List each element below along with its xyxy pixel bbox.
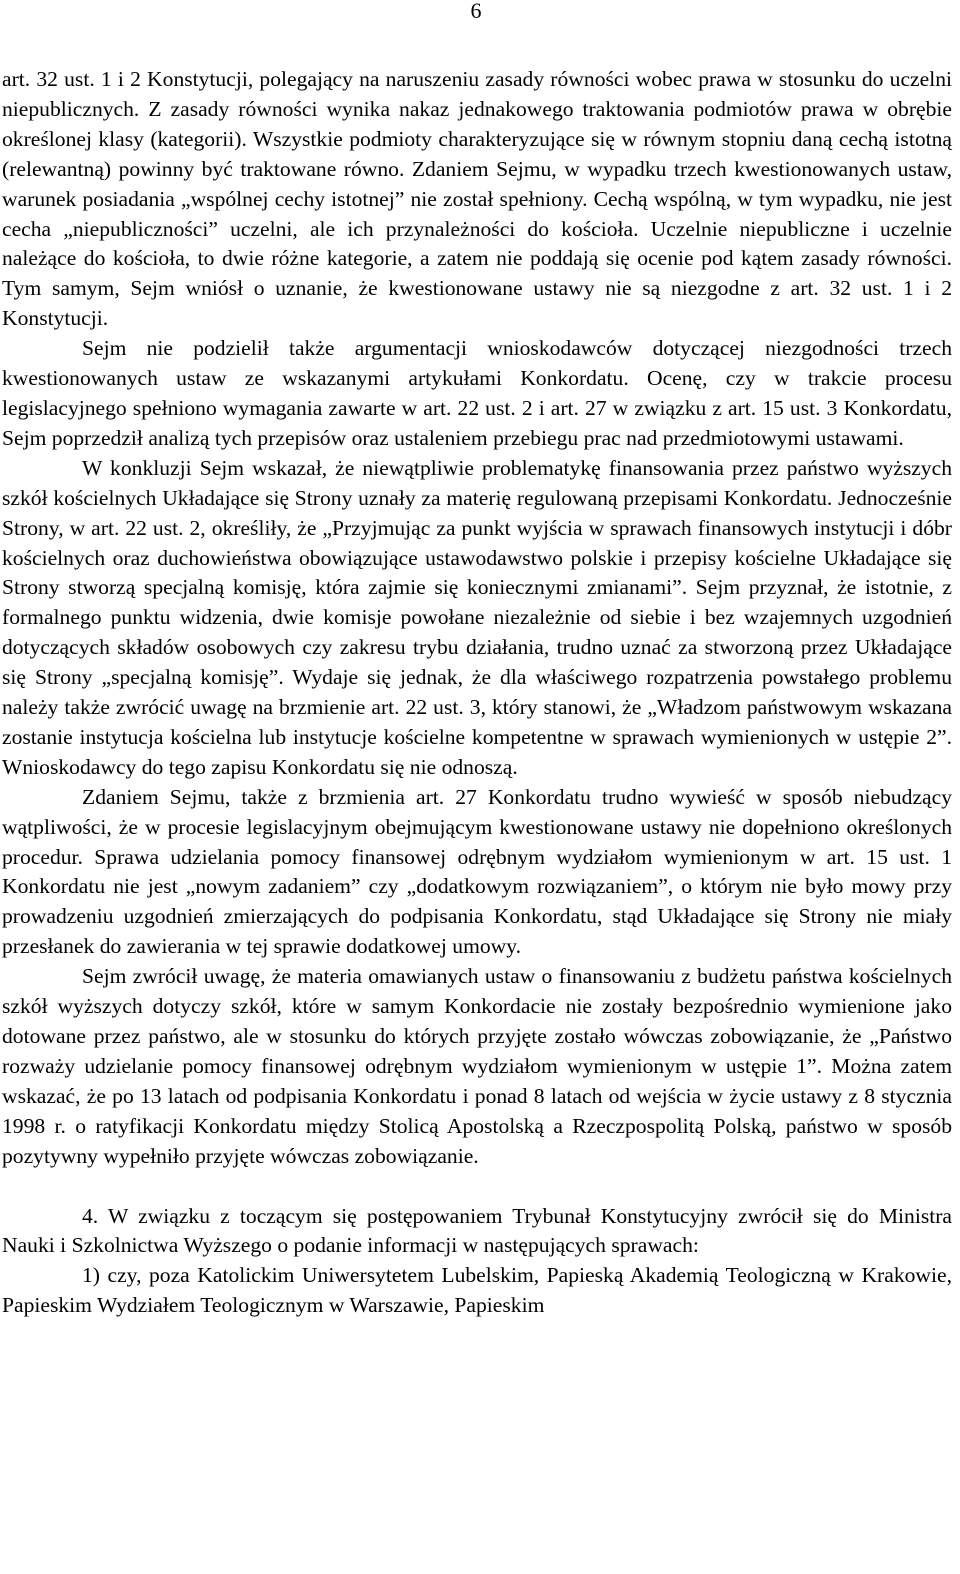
paragraph-3: W konkluzji Sejm wskazał, że niewątpliwie problematykę finansowania przez państwo wyższych szkół kościelnych Układające się Strony uznały za materię regulowaną przepisami Konkordatu. Jednocześnie Strony, w art. 22 ust. 2, określiły, że „Przyjmując za punkt wyjścia w sprawach finansowych instytucji i dóbr kościelnych oraz duchowieństwa obowiązujące ustawodawstwo polskie i przepisy kościelne Układające się Strony stworzą specjalną komisję, która zajmie się koniecznymi zmianami”. Sejm przyznał, że istotnie, z formalnego punktu widzenia, dwie komisje powołane niezależnie od siebie i bez wzajemnych uzgodnień dotyczących składów osobowych czy zakresu trybu działania, trudno uznać za stworzoną przez Układające się Strony „specjalną komisję”. Wydaje się jednak, że dla właściwego rozpatrzenia powstałego problemu należy także zwrócić uwagę na brzmienie art. 22 ust. 3, który stanowi, że „Władzom państwowym wskazana zostanie instytucja kościelna lub instytucje kościelne kompetentne w sprawach wymienionych w ustępie 2”. Wnioskodawcy do tego zapisu Konkordatu się nie odnoszą.: [2, 455, 952, 779]
paragraph-7: 1) czy, poza Katolickim Uniwersytetem Lubelskim, Papieską Akademią Teologiczną w Krakowie, Papieskim Wydziałem Teologicznym w Warszawie, Papieskim: [2, 1263, 952, 1318]
document-body: [2, 65, 952, 1321]
paragraph-6: 4. W związku z toczącym się postępowaniem Trybunał Konstytucyjny zwrócił się do Ministra Nauki i Szkolnictwa Wyższego o podanie informacji w następujących sprawach:: [2, 1203, 952, 1258]
paragraph-4: Zdaniem Sejmu, także z brzmienia art. 27 Konkordatu trudno wywieść w sposób niebudzący wątpliwości, że w procesie legislacyjnym obejmującym kwestionowane ustawy nie dopełniono określonych procedur. Sprawa udzielania pomocy finansowej odrębnym wydziałom wymienionym w art. 15 ust. 1 Konkordatu nie jest „nowym zadaniem” czy „dodatkowym rozwiązaniem”, o którym nie było mowy przy prowadzeniu uzgodnień zmierzających do podpisania Konkordatu, stąd Układające się Strony nie miały przesłanek do zawierania w tej sprawie dodatkowej umowy.: [2, 784, 952, 959]
page-number: 6: [470, 0, 482, 23]
paragraph-5: Sejm zwrócił uwagę, że materia omawianych ustaw o finansowaniu z budżetu państwa kościelnych szkół wyższych dotyczy szkół, które w samym Konkordacie nie zostały bezpośrednio wymienione jako dotowane przez państwo, ale w stosunku do których przyjęte zostało wówczas zobowiązanie, że „Państwo rozważy udzielanie pomocy finansowej odrębnym wydziałom wymienionym w ustępie 1”. Można zatem wskazać, że po 13 latach od podpisania Konkordatu i ponad 8 latach od wejścia w życie ustawy z 8 stycznia 1998 r. o ratyfikacji Konkordatu między Stolicą Apostolską a Rzeczpospolitą Polską, państwo w sposób pozytywny wypełniło przyjęte wówczas zobowiązanie.: [2, 964, 952, 1168]
paragraph-2: Sejm nie podzielił także argumentacji wnioskodawców dotyczącej niezgodności trzech kwestionowanych ustaw ze wskazanymi artykułami Konkordatu. Ocenę, czy w trakcie procesu legislacyjnego spełniono wymagania zawarte w art. 22 ust. 2 i art. 27 w związku z art. 15 ust. 3 Konkordatu, Sejm poprzedził analizą tych przepisów oraz ustaleniem przebiegu prac nad przedmiotowymi ustawami.: [2, 336, 952, 450]
paragraph-1: art. 32 ust. 1 i 2 Konstytucji, polegający na naruszeniu zasady równości wobec prawa w stosunku do uczelni niepublicznych. Z zasady równości wynika nakaz jednakowego traktowania podmiotów prawa w obrębie określonej klasy (kategorii). Wszystkie podmioty charakteryzujące się w równym stopniu daną cechą istotną (relewantną) powinny być traktowane równo. Zdaniem Sejmu, w wypadku trzech kwestionowanych ustaw, warunek posiadania „wspólnej cechy istotnej” nie został spełniony. Cechą wspólną, w tym wypadku, nie jest cecha „niepubliczności” uczelni, ale ich przynależności do kościoła. Uczelnie niepubliczne i uczelnie należące do kościoła, to dwie różne kategorie, a zatem nie poddają się ocenie pod kątem zasady równości. Tym samym, Sejm wniósł o uznanie, że kwestionowane ustawy nie są niezgodne z art. 32 ust. 1 i 2 Konstytucji.: [2, 67, 952, 331]
